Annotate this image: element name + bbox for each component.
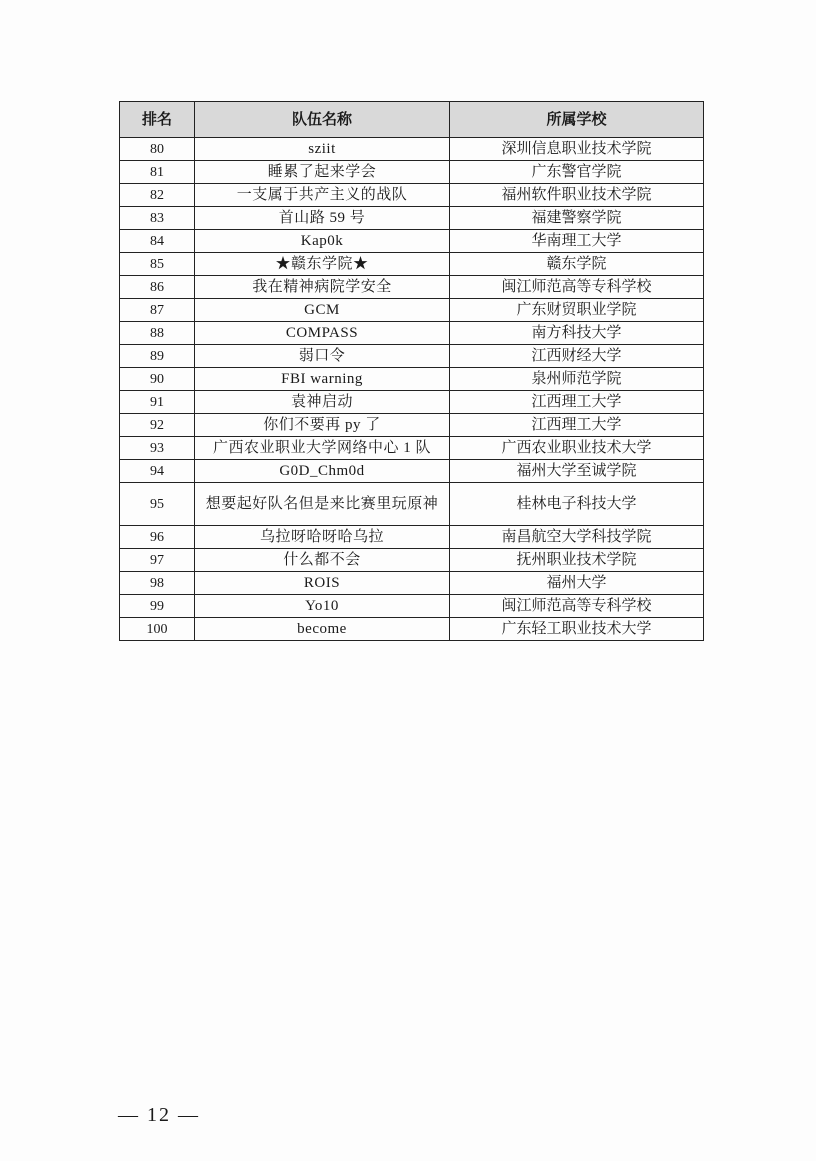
rank-cell: 86 (120, 276, 195, 299)
school-cell: 抚州职业技术学院 (450, 549, 704, 572)
table-row (120, 253, 704, 276)
header-team-name: 队伍名称 (195, 102, 450, 138)
rank-cell: 93 (120, 437, 195, 460)
rank-cell: 92 (120, 414, 195, 437)
table-row (120, 345, 704, 368)
rank-cell: 97 (120, 549, 195, 572)
team-name-cell: ★赣东学院★ (195, 253, 450, 276)
rank-cell: 80 (120, 138, 195, 161)
school-cell: 闽江师范高等专科学校 (450, 595, 704, 618)
team-name-cell: ROIS (195, 572, 450, 595)
school-cell: 广西农业职业技术大学 (450, 437, 704, 460)
school-cell: 华南理工大学 (450, 230, 704, 253)
school-cell: 桂林电子科技大学 (450, 483, 704, 526)
table-row (120, 549, 704, 572)
rank-cell: 83 (120, 207, 195, 230)
rank-cell: 82 (120, 184, 195, 207)
rank-cell: 91 (120, 391, 195, 414)
team-name-cell: 睡累了起来学会 (195, 161, 450, 184)
school-cell: 江西理工大学 (450, 414, 704, 437)
team-name-cell: 想要起好队名但是来比赛里玩原神 (195, 483, 450, 526)
table-row (120, 618, 704, 641)
header-school: 所属学校 (450, 102, 704, 138)
team-name-cell: FBI warning (195, 368, 450, 391)
school-cell: 江西理工大学 (450, 391, 704, 414)
team-name-cell: 我在精神病院学安全 (195, 276, 450, 299)
table-row (120, 161, 704, 184)
team-name-cell: 袁神启动 (195, 391, 450, 414)
rank-cell: 99 (120, 595, 195, 618)
team-name-cell: 弱口令 (195, 345, 450, 368)
team-name-cell: COMPASS (195, 322, 450, 345)
team-name-cell: Kap0k (195, 230, 450, 253)
rank-cell: 96 (120, 526, 195, 549)
team-name-cell: sziit (195, 138, 450, 161)
rank-cell: 100 (120, 618, 195, 641)
header-rank: 排名 (120, 102, 195, 138)
school-cell: 广东警官学院 (450, 161, 704, 184)
table-row (120, 526, 704, 549)
school-cell: 赣东学院 (450, 253, 704, 276)
school-cell: 南昌航空大学科技学院 (450, 526, 704, 549)
school-cell: 福州大学至诚学院 (450, 460, 704, 483)
table-row (120, 391, 704, 414)
school-cell: 福州大学 (450, 572, 704, 595)
table-row (120, 230, 704, 253)
rank-cell: 88 (120, 322, 195, 345)
table-header (120, 102, 704, 138)
school-cell: 深圳信息职业技术学院 (450, 138, 704, 161)
table-row (120, 184, 704, 207)
table-row (120, 460, 704, 483)
school-cell: 广东财贸职业学院 (450, 299, 704, 322)
school-cell: 江西财经大学 (450, 345, 704, 368)
school-cell: 泉州师范学院 (450, 368, 704, 391)
table-row (120, 138, 704, 161)
table-row (120, 276, 704, 299)
rank-cell: 98 (120, 572, 195, 595)
team-name-cell: 首山路 59 号 (195, 207, 450, 230)
rank-cell: 89 (120, 345, 195, 368)
table-body (120, 138, 704, 641)
rank-cell: 94 (120, 460, 195, 483)
team-name-cell: become (195, 618, 450, 641)
table-row (120, 207, 704, 230)
team-name-cell: 你们不要再 py 了 (195, 414, 450, 437)
team-name-cell: 乌拉呀哈呀哈乌拉 (195, 526, 450, 549)
school-cell: 福州软件职业技术学院 (450, 184, 704, 207)
rank-cell: 84 (120, 230, 195, 253)
school-cell: 南方科技大学 (450, 322, 704, 345)
team-name-cell: 广西农业职业大学网络中心 1 队 (195, 437, 450, 460)
rank-cell: 85 (120, 253, 195, 276)
school-cell: 广东轻工职业技术大学 (450, 618, 704, 641)
table-row (120, 437, 704, 460)
team-name-cell: Yo10 (195, 595, 450, 618)
rank-cell: 81 (120, 161, 195, 184)
table-row (120, 414, 704, 437)
school-cell: 闽江师范高等专科学校 (450, 276, 704, 299)
team-name-cell: G0D_Chm0d (195, 460, 450, 483)
header-row (120, 102, 704, 138)
school-cell: 福建警察学院 (450, 207, 704, 230)
team-name-cell: 一支属于共产主义的战队 (195, 184, 450, 207)
team-name-cell: GCM (195, 299, 450, 322)
table-row (120, 595, 704, 618)
team-name-cell: 什么都不会 (195, 549, 450, 572)
rank-cell: 90 (120, 368, 195, 391)
table-row (120, 322, 704, 345)
ranking-table (119, 101, 704, 641)
table-row (120, 368, 704, 391)
rank-cell: 95 (120, 483, 195, 526)
table-row (120, 483, 704, 526)
table-row (120, 572, 704, 595)
page-number: — 12 — (118, 1104, 200, 1126)
table-row (120, 299, 704, 322)
rank-cell: 87 (120, 299, 195, 322)
